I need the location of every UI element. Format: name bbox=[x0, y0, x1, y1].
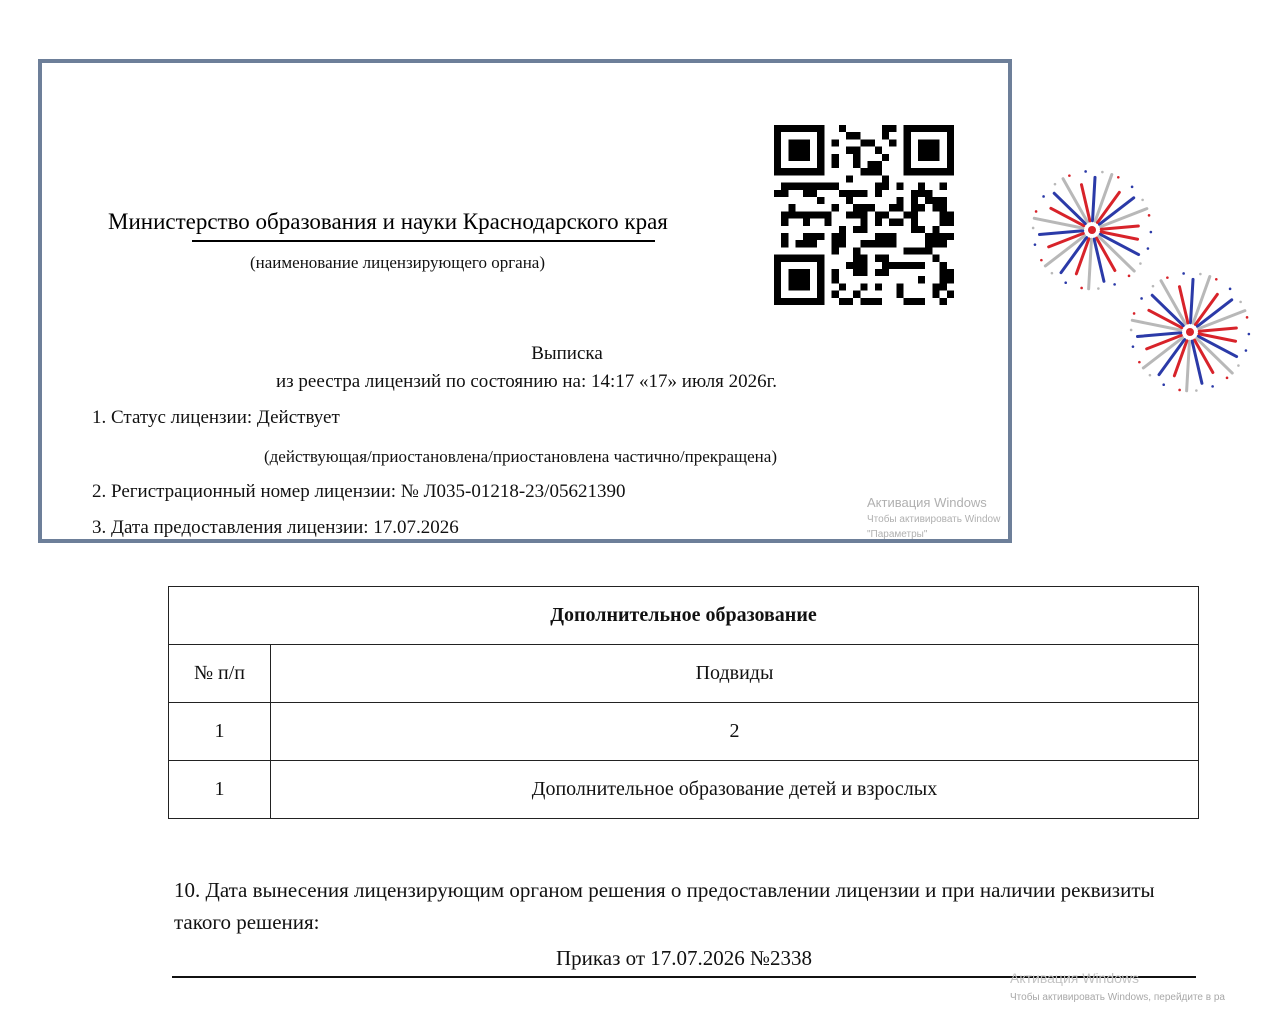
table-cell: 1 bbox=[169, 761, 271, 819]
table-heading-row bbox=[169, 587, 1199, 645]
extract-subtitle: из реестра лицензий по состоянию на: 14:17 «17» июля 2026г. bbox=[276, 371, 778, 392]
order-reference: Приказ от 17.07.2026 №2338 bbox=[555, 946, 813, 970]
table-cell: Дополнительное образование детей и взрослых bbox=[271, 761, 1199, 819]
status-options-caption: (действующая/приостановлена/приостановлена частично/прекращена) bbox=[264, 447, 777, 466]
additional-education-table bbox=[168, 586, 1199, 819]
table-row bbox=[169, 703, 1199, 761]
windows-activation-hint-2: "Параметры" bbox=[867, 529, 928, 540]
table-cell: 2 bbox=[271, 703, 1199, 761]
table-row bbox=[169, 761, 1199, 819]
column-header-number: № п/п bbox=[169, 645, 271, 703]
windows-activation-watermark: Активация Windows bbox=[867, 495, 987, 510]
license-date: 3. Дата предоставления лицензии: 17.07.2026 bbox=[92, 517, 459, 538]
table-heading: Дополнительное образование bbox=[169, 587, 1199, 645]
license-status: 1. Статус лицензии: Действует bbox=[92, 407, 340, 428]
fireworks-icon bbox=[1026, 164, 1280, 400]
extract-title: Выписка bbox=[531, 343, 603, 364]
windows-activation-hint-bottom: Чтобы активировать Windows, перейдите в ра bbox=[1010, 992, 1225, 1003]
excerpt-panel bbox=[38, 59, 1012, 543]
decision-date-section: 10. Дата вынесения лицензирующим органом решения о предоставлении лицензии и при наличии реквизиты такого решения: bbox=[174, 878, 1155, 934]
qr-code-icon bbox=[774, 125, 954, 305]
windows-activation-hint: Чтобы активировать Window bbox=[867, 514, 1001, 525]
ministry-title: Министерство образования и науки Краснодарского края bbox=[108, 209, 668, 234]
table-header-row bbox=[169, 645, 1199, 703]
registration-number: 2. Регистрационный номер лицензии: № Л035-01218-23/05621390 bbox=[92, 481, 626, 502]
org-caption: (наименование лицензирующего органа) bbox=[250, 253, 546, 272]
column-header-subtypes: Подвиды bbox=[271, 645, 1199, 703]
table-cell: 1 bbox=[169, 703, 271, 761]
windows-activation-watermark-bottom: Активация Windows bbox=[1010, 970, 1140, 986]
ministry-underline bbox=[192, 240, 655, 242]
